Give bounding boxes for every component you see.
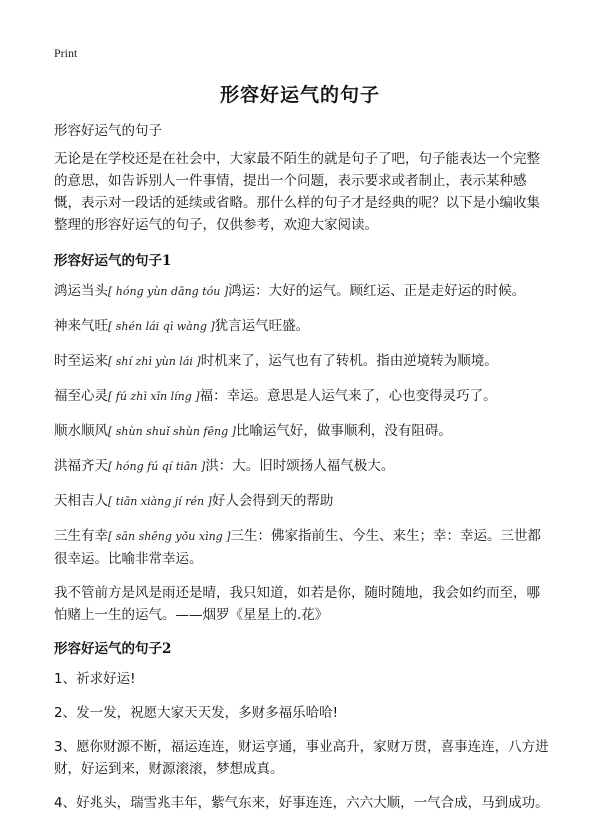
idiom-item xyxy=(54,420,550,443)
idiom-meaning: 福：幸运。意思是人运气来了，心也变得灵巧了。 xyxy=(199,388,497,404)
quote-paragraph: 我不管前方是风是雨还是晴，我只知道，如若是你，随时随地，我会如约而至，哪怕赌上一生的运气。——烟罗《星星上的.花》 xyxy=(54,585,540,623)
print-label: Print xyxy=(54,46,78,60)
numbered-item: 4、好兆头，瑞雪兆丰年，紫气东来，好事连连，六六大顺，一气合成，马到成功。 xyxy=(54,795,549,811)
idiom-pinyin: [ tiān xiàng jí rén ] xyxy=(108,495,212,508)
subtitle: 形容好运气的句子 xyxy=(54,123,162,139)
numbered-item: 1、祈求好运! xyxy=(54,671,136,687)
idiom-word: 时至运来 xyxy=(54,353,108,369)
numbered-item: 2、发一发，祝愿大家天天发，多财多福乐哈哈! xyxy=(54,705,339,721)
section-2-list xyxy=(54,668,550,814)
intro-paragraph: 无论是在学校还是在社会中，大家最不陌生的就是句子了吧，句子能表达一个完整的意思，如告诉别人一件事情，提出一个问题，表示要求或者制止，表示某种感慨，表示对一段话的延续或省略。那什么样的句子才是经典的呢？以下是小编收集整理的形容好运气的句子，仅供参考，欢迎大家阅读。 xyxy=(54,151,540,233)
idiom-meaning: 三生：佛家指前生、今生、来生；幸：幸运。三世都很幸运。比喻非常幸运。 xyxy=(54,528,541,567)
idiom-pinyin: [ shùn shuǐ shùn fēng ] xyxy=(108,425,236,438)
idiom-item xyxy=(54,350,550,373)
idiom-word: 天相吉人 xyxy=(54,493,108,509)
idiom-word: 三生有幸 xyxy=(54,528,108,544)
numbered-item: 3、愿你财源不断，福运连连，财运亨通，事业高升，家财万贯，喜事连连，八方进财，好运到来，财源滚滚，梦想成真。 xyxy=(54,739,549,777)
idiom-pinyin: [ shén lái qì wàng ] xyxy=(108,320,215,333)
idiom-pinyin: [ hóng yùn dāng tóu ] xyxy=(108,285,229,298)
idiom-meaning: 比喻运气好，做事顺利，没有阻碍。 xyxy=(235,423,452,439)
idiom-item xyxy=(54,280,550,303)
idiom-word: 福至心灵 xyxy=(54,388,108,404)
page-title: 形容好运气的句子 xyxy=(219,84,380,106)
idiom-item xyxy=(54,385,550,408)
idiom-pinyin: [ shí zhì yùn lái ] xyxy=(108,355,201,368)
idiom-word: 洪福齐天 xyxy=(54,458,108,474)
idiom-meaning: 犹言运气旺盛。 xyxy=(214,318,310,334)
idiom-meaning: 鸿运：大好的运气。顾红运、正是走好运的时候。 xyxy=(228,283,526,299)
section-2-heading: 形容好运气的句子2 xyxy=(54,641,172,657)
section-1-heading: 形容好运气的句子1 xyxy=(54,253,172,269)
document-body xyxy=(54,120,550,826)
idiom-pinyin: [ fú zhì xīn líng ] xyxy=(108,390,200,403)
idiom-pinyin: [ sān shēng yǒu xìng ] xyxy=(108,530,231,543)
section-1-list xyxy=(54,280,550,570)
idiom-word: 顺水顺风 xyxy=(54,423,108,439)
idiom-item xyxy=(54,315,550,338)
idiom-meaning: 好人会得到天的帮助 xyxy=(211,493,334,509)
idiom-meaning: 洪：大。旧时颂扬人福气极大。 xyxy=(205,458,395,474)
idiom-meaning: 时机来了，运气也有了转机。指由逆境转为顺境。 xyxy=(200,353,498,369)
idiom-item xyxy=(54,455,550,478)
idiom-item xyxy=(54,490,550,513)
idiom-word: 鸿运当头 xyxy=(54,283,108,299)
idiom-pinyin: [ hóng fú qí tiān ] xyxy=(108,460,206,473)
idiom-word: 神来气旺 xyxy=(54,318,108,334)
idiom-item xyxy=(54,525,550,570)
